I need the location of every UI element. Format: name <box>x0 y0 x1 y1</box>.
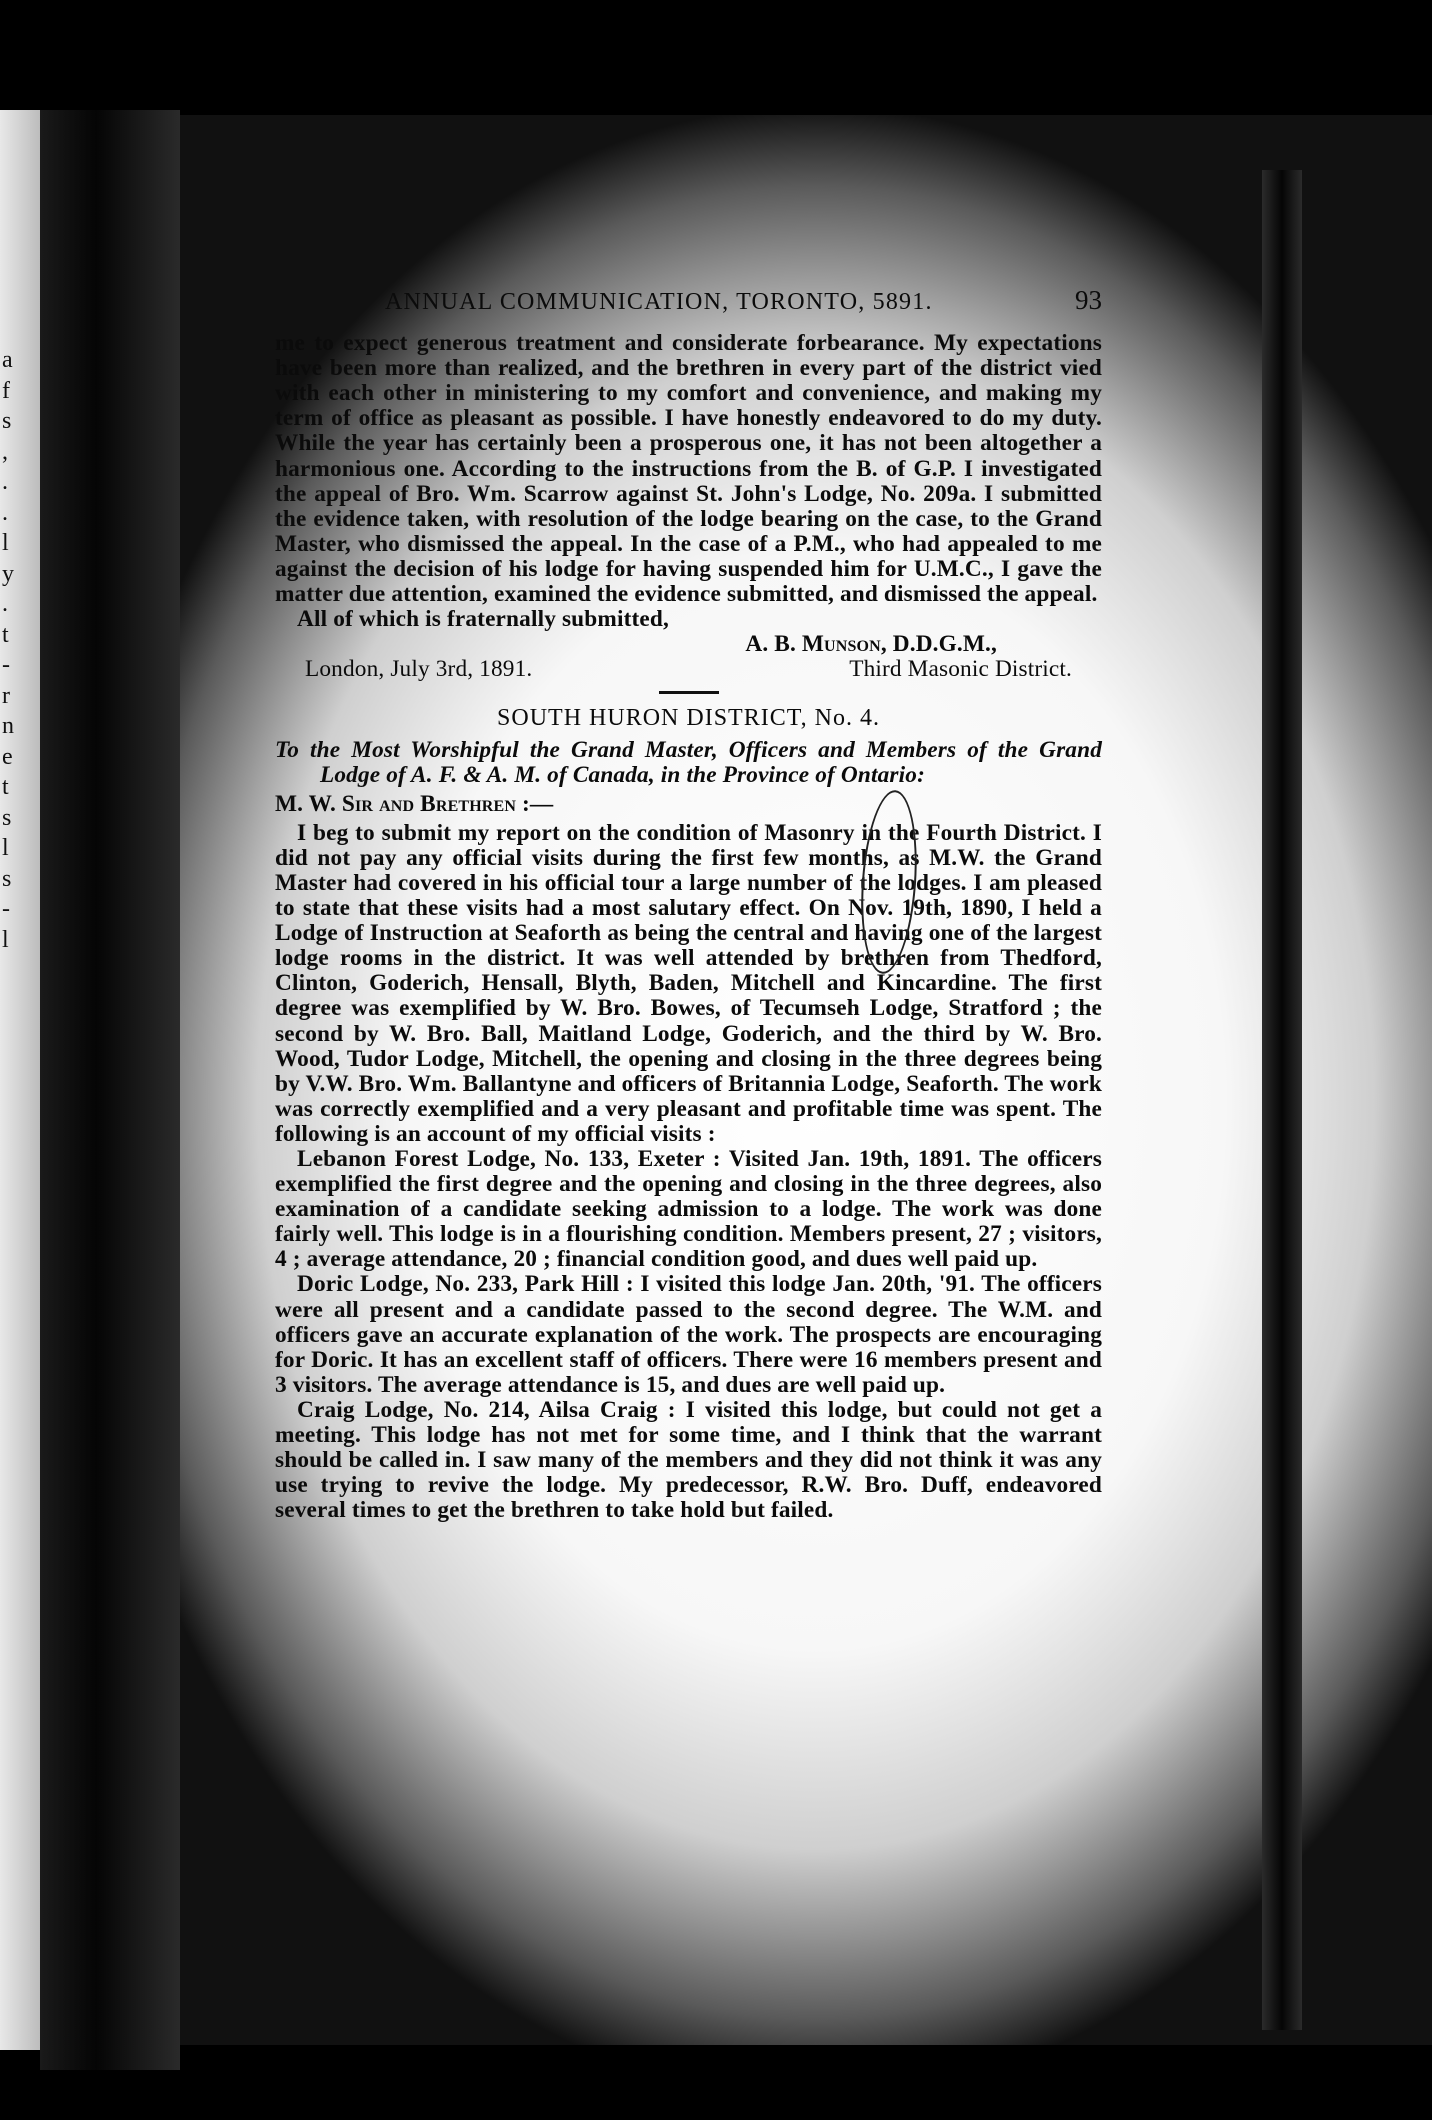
report-paragraph: Craig Lodge, No. 214, Ailsa Craig : I visited this lodge, but could not get a meeting. This lodge has not met for some time, and I think that the warrant should be called in. I saw many of the members and they did not think it was any use trying to revive the lodge. My predecessor, R.W. Bro. Duff, endeavored several times to get the brethren to take hold but failed. <box>275 1396 1102 1524</box>
signature-line <box>275 632 1102 657</box>
district-title: Third Masonic District. <box>849 656 1072 683</box>
book-gutter-shadow <box>40 110 180 2070</box>
signature-name: A. B. Munson <box>745 631 881 658</box>
running-head-title: ANNUAL COMMUNICATION, TORONTO, 5891. <box>385 289 933 315</box>
right-page-edge-shadow <box>1262 170 1302 2030</box>
dateline <box>275 657 1102 682</box>
closing-line: All of which is fraternally submitted, <box>297 606 669 633</box>
place-date: London, July 3rd, 1891. <box>305 656 533 683</box>
section-divider <box>659 691 719 694</box>
section-heading: SOUTH HURON DISTRICT, No. 4. <box>497 705 880 732</box>
signature-title: , D.D.G.M., <box>880 631 997 658</box>
page-text-column <box>275 285 1102 1524</box>
report-paragraph: I beg to submit my report on the condition of Masonry in the Fourth District. I did not pay any official visits during the first few months, as M.W. the Grand Master had covered in his official tour a large number of the lodges. I am pleased to state that these visits had a most salutary effect. On Nov. 19th, 1890, I held a Lodge of Instruction at Seaforth as being the central and having one of the largest lodge rooms in the district. It was well attended by brethren from Thedford, Clinton, Goderich, Hensall, Blyth, Baden, Mitchell and Kincardine. The first degree was exemplified by W. Bro. Bowes, of Tecumseh Lodge, Stratford ; the second by W. Bro. Ball, Maitland Lodge, Goderich, and the third by W. Bro. Wood, Tudor Lodge, Mitchell, the opening and closing in the three degrees being by V.W. Bro. Wm. Ballantyne and officers of Britannia Lodge, Seaforth. The work was correctly exemplified and a very pleasant and profitable time was spent. The following is an account of my official visits : <box>275 819 1102 1147</box>
scan-top-border <box>0 0 1432 115</box>
facing-page-margin-characters: a f s , . . l y . t - r n e t s l s - l <box>2 347 14 953</box>
page-number: 93 <box>1075 285 1102 315</box>
salutation: M. W. Sir and Brethren :— <box>275 790 554 817</box>
scan-bottom-border <box>0 2045 1432 2120</box>
running-head <box>275 285 1102 315</box>
report-paragraph: Doric Lodge, No. 233, Park Hill : I visited this lodge Jan. 20th, '91. The officers were all present and a candidate passed to the second degree. The W.M. and officers gave an accurate explanation of the work. The prospects are encouraging for Doric. It has an excellent staff of officers. There were 16 members present and 3 visitors. The average attendance is 15, and dues are well paid up. <box>275 1271 1102 1398</box>
address-line: To the Most Worshipful the Grand Master, Officers and Members of the Grand Lodge of A. F. & A. M. of Canada, in the Province of Ontario: <box>275 736 1102 788</box>
previous-report-paragraph: me to expect generous treatment and considerate forbearance. My expectations have been more than realized, and the brethren in every part of the district vied with each other in ministering to my comfort and convenience, and making my term of office as pleasant as possible. I have honestly endeavored to do my duty. While the year has certainly been a prosperous one, it has not been altogether a harmonious one. According to the instructions from the B. of G.P. I investigated the appeal of Bro. Wm. Scarrow against St. John's Lodge, No. 209a. I submitted the evidence taken, with resolution of the lodge bearing on the case, to the Grand Master, who dismissed the appeal. In the case of a P.M., who had appealed to me against the decision of his lodge for having suspended him for U.M.C., I gave the matter due attention, examined the evidence submitted, and dismissed the appeal. <box>275 330 1102 608</box>
report-paragraph: Lebanon Forest Lodge, No. 133, Exeter : Visited Jan. 19th, 1891. The officers exemplified the first degree and the opening and closing in the three degrees, also examination of a candidate seeking admission to a lodge. The work was done fairly well. This lodge is in a flourishing condition. Members present, 27 ; visitors, 4 ; average attendance, 20 ; financial condition good, and dues well paid up. <box>275 1146 1102 1273</box>
